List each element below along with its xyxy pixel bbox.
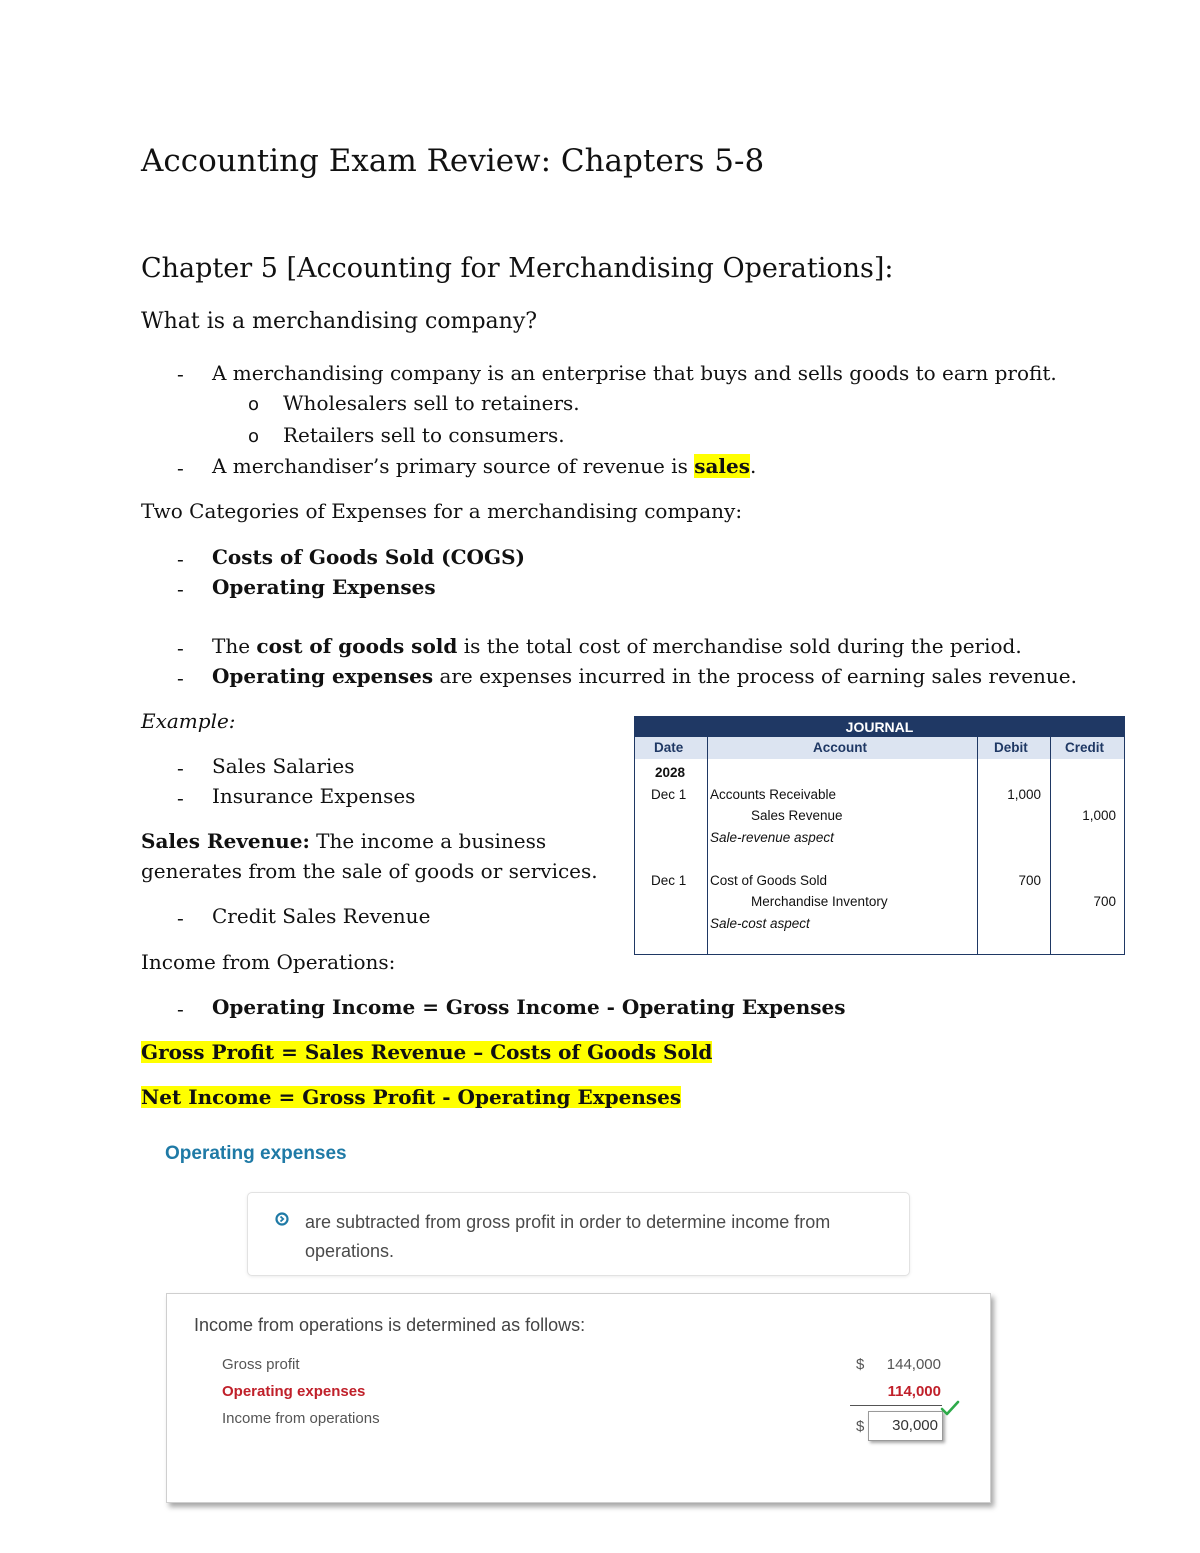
example-label: Example: bbox=[141, 709, 236, 733]
example-sales-salaries: Sales Salaries bbox=[212, 754, 355, 778]
journal-title: JOURNAL bbox=[635, 717, 1124, 737]
entry2-debit: 700 bbox=[1018, 873, 1041, 888]
arrow-circle-icon bbox=[275, 1212, 289, 1226]
cogs-definition: The cost of goods sold is the total cost of merchandise sold during the period. bbox=[212, 634, 1022, 658]
journal-table bbox=[634, 716, 1125, 955]
definition-line: A merchandising company is an enterprise that buys and sells goods to earn profit. bbox=[212, 361, 1057, 385]
gross-profit-currency: $ bbox=[856, 1356, 865, 1373]
income-from-operations-input[interactable]: 30,000 bbox=[868, 1411, 943, 1441]
income-ops-label: Income from Operations: bbox=[141, 950, 396, 974]
formula-operating-income: Operating Income = Gross Income - Operating Expenses bbox=[212, 995, 846, 1019]
operating-expenses-label: Operating expenses bbox=[222, 1383, 366, 1400]
entry1-credit: 1,000 bbox=[1082, 808, 1116, 823]
entry1-debit: 1,000 bbox=[1007, 787, 1041, 802]
sub-bullet-wholesalers: Wholesalers sell to retainers. bbox=[283, 391, 580, 415]
entry1-credit-account: Sales Revenue bbox=[751, 808, 843, 823]
bullet-dash: - bbox=[177, 577, 184, 601]
bullet-dash: - bbox=[177, 786, 184, 810]
bullet-dash: - bbox=[177, 636, 184, 660]
entry2-date: Dec 1 bbox=[651, 873, 687, 888]
answer-text: are subtracted from gross profit in order to determine income from operations. bbox=[305, 1212, 831, 1261]
bullet-dash: - bbox=[177, 756, 184, 780]
entry2-note: Sale-cost aspect bbox=[710, 916, 810, 931]
income-currency: $ bbox=[856, 1418, 865, 1435]
formula-net-income: Net Income = Gross Profit - Operating Expenses bbox=[141, 1085, 682, 1109]
column-divider bbox=[977, 737, 978, 954]
bullet-circle: o bbox=[248, 394, 260, 415]
operating-expenses-heading: Operating expenses bbox=[165, 1143, 347, 1164]
entry1-note: Sale-revenue aspect bbox=[710, 830, 834, 845]
entry1-debit-account: Accounts Receivable bbox=[710, 787, 837, 802]
chapter-heading: Chapter 5 [Accounting for Merchandising Operations]: bbox=[141, 253, 894, 284]
bullet-dash: - bbox=[177, 997, 184, 1021]
income-box-heading: Income from operations is determined as follows: bbox=[194, 1315, 586, 1335]
entry2-credit: 700 bbox=[1093, 894, 1116, 909]
bullet-circle: o bbox=[248, 426, 260, 447]
col-debit: Debit bbox=[994, 740, 1028, 755]
document-title: Accounting Exam Review: Chapters 5-8 bbox=[141, 143, 765, 179]
opex-definition: Operating expenses are expenses incurred in the process of earning sales revenue. bbox=[212, 664, 1077, 688]
highlight-sales: sales bbox=[694, 454, 751, 478]
categories-intro: Two Categories of Expenses for a merchandising company: bbox=[141, 499, 743, 523]
sales-revenue-definition: Sales Revenue: The income a business bbox=[141, 829, 547, 853]
bullet-dash: - bbox=[177, 906, 184, 930]
income-from-operations-label: Income from operations bbox=[222, 1410, 380, 1427]
bullet-dash: - bbox=[177, 547, 184, 571]
category-cogs: Costs of Goods Sold (COGS) bbox=[212, 545, 525, 569]
col-date: Date bbox=[654, 740, 684, 755]
formula-gross-profit: Gross Profit = Sales Revenue – Costs of Goods Sold bbox=[141, 1040, 713, 1064]
credit-sales-item: Credit Sales Revenue bbox=[212, 904, 431, 928]
col-account: Account bbox=[813, 740, 867, 755]
operating-expenses-value: 114,000 bbox=[887, 1383, 941, 1400]
gross-profit-label: Gross profit bbox=[222, 1356, 300, 1373]
example-insurance: Insurance Expenses bbox=[212, 784, 416, 808]
sub-bullet-retailers: Retailers sell to consumers. bbox=[283, 423, 565, 447]
subtotal-rule bbox=[850, 1405, 942, 1406]
bullet-dash: - bbox=[177, 666, 184, 690]
col-credit: Credit bbox=[1065, 740, 1105, 755]
question-heading: What is a merchandising company? bbox=[141, 309, 538, 334]
category-opex: Operating Expenses bbox=[212, 575, 436, 599]
gross-profit-value: 144,000 bbox=[886, 1356, 941, 1373]
entry2-debit-account: Cost of Goods Sold bbox=[710, 873, 828, 888]
checkmark-icon bbox=[940, 1400, 960, 1416]
entry2-credit-account: Merchandise Inventory bbox=[751, 894, 888, 909]
sales-revenue-definition-cont: generates from the sale of goods or services. bbox=[141, 859, 598, 883]
bullet-dash: - bbox=[177, 456, 184, 480]
bullet-dash: - bbox=[177, 362, 184, 386]
entry1-date: Dec 1 bbox=[651, 787, 687, 802]
revenue-source-line: A merchandiser’s primary source of revenue is sales. bbox=[212, 454, 757, 478]
column-divider bbox=[707, 737, 708, 954]
journal-year: 2028 bbox=[655, 765, 686, 780]
column-divider bbox=[1050, 737, 1051, 954]
